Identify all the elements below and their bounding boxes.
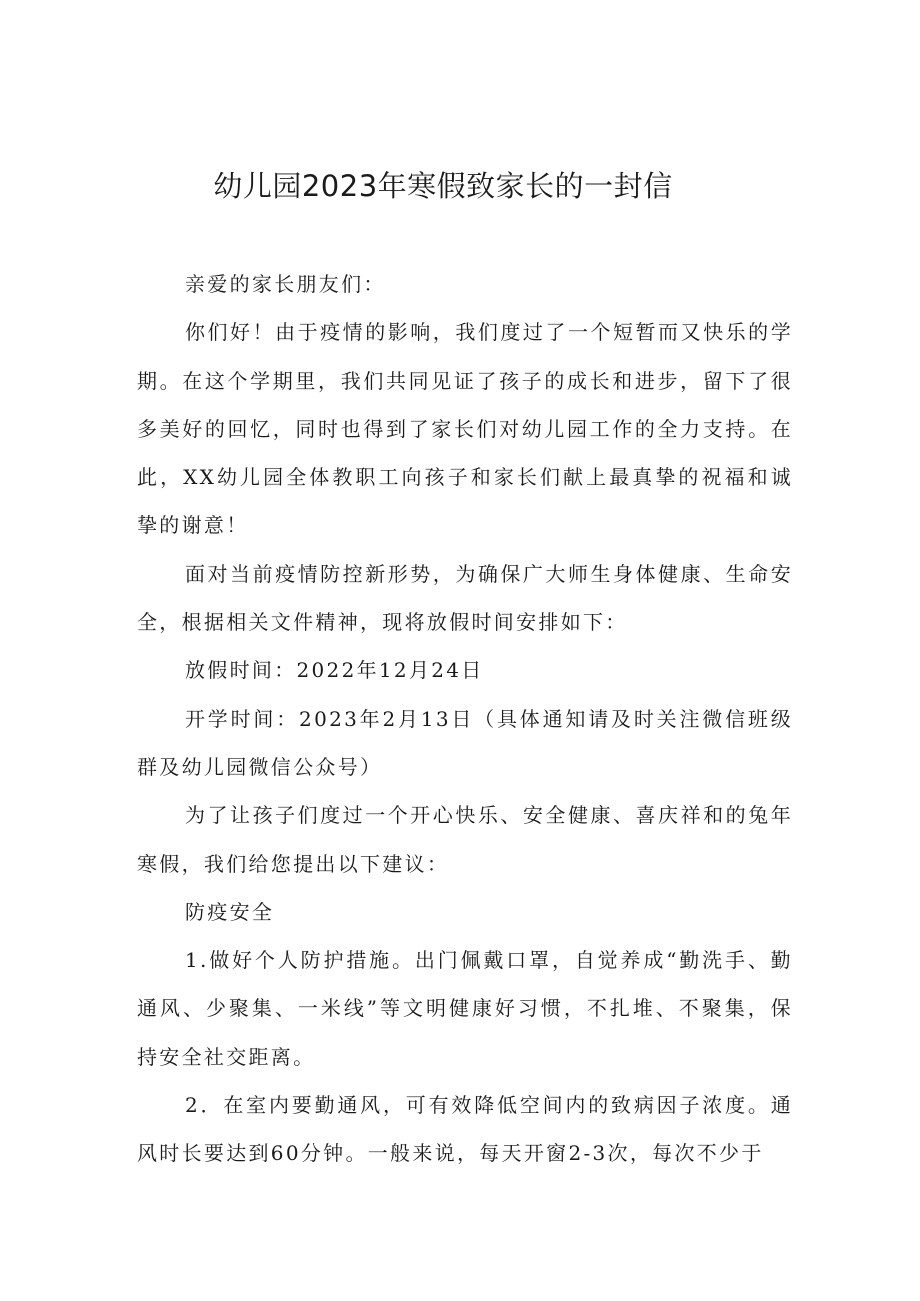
paragraph-policy: 面对当前疫情防控新形势，为确保广大师生身体健康、生命安全，根据相关文件精神，现将放假时间安排如下： (137, 561, 793, 635)
paragraph-intro: 你们好！由于疫情的影响，我们度过了一个短暂而又快乐的学期。在这个学期里，我们共同见证了孩子的成长和进步，留下了很多美好的回忆，同时也得到了家长们对幼儿园工作的全力支持。在此，XX幼儿园全体教职工向孩子和家长们献上最真挚的祝福和诚挚的谢意！ (137, 320, 793, 538)
paragraph-school-start: 开学时间：2023年2月13日（具体通知请及时关注微信班级群及幼儿园微信公众号） (137, 706, 793, 779)
list-item-1: 1.做好个人防护措施。出门佩戴口罩，自觉养成“勤洗手、勤通风、少聚集、一米线”等文明健康好习惯，不扎堆、不聚集，保持安全社交距离。 (137, 948, 793, 1069)
greeting: 亲爱的家长朋友们： (185, 272, 386, 296)
list-item-2: 2．在室内要勤通风，可有效降低空间内的致病因子浓度。通风时长要达到60分钟。一般来说，每天开窗2-3次，每次不少于 (137, 1093, 793, 1166)
paragraph-suggestions: 为了让孩子们度过一个开心快乐、安全健康、喜庆祥和的兔年寒假，我们给您提出以下建议： (137, 803, 793, 876)
section-heading-epidemic-safety: 防疫安全 (185, 899, 275, 924)
document-title: 幼儿园2023年寒假致家长的一封信 (213, 169, 673, 203)
document-body (137, 260, 793, 1178)
paragraph-holiday-start: 放假时间：2022年12月24日 (185, 658, 484, 683)
